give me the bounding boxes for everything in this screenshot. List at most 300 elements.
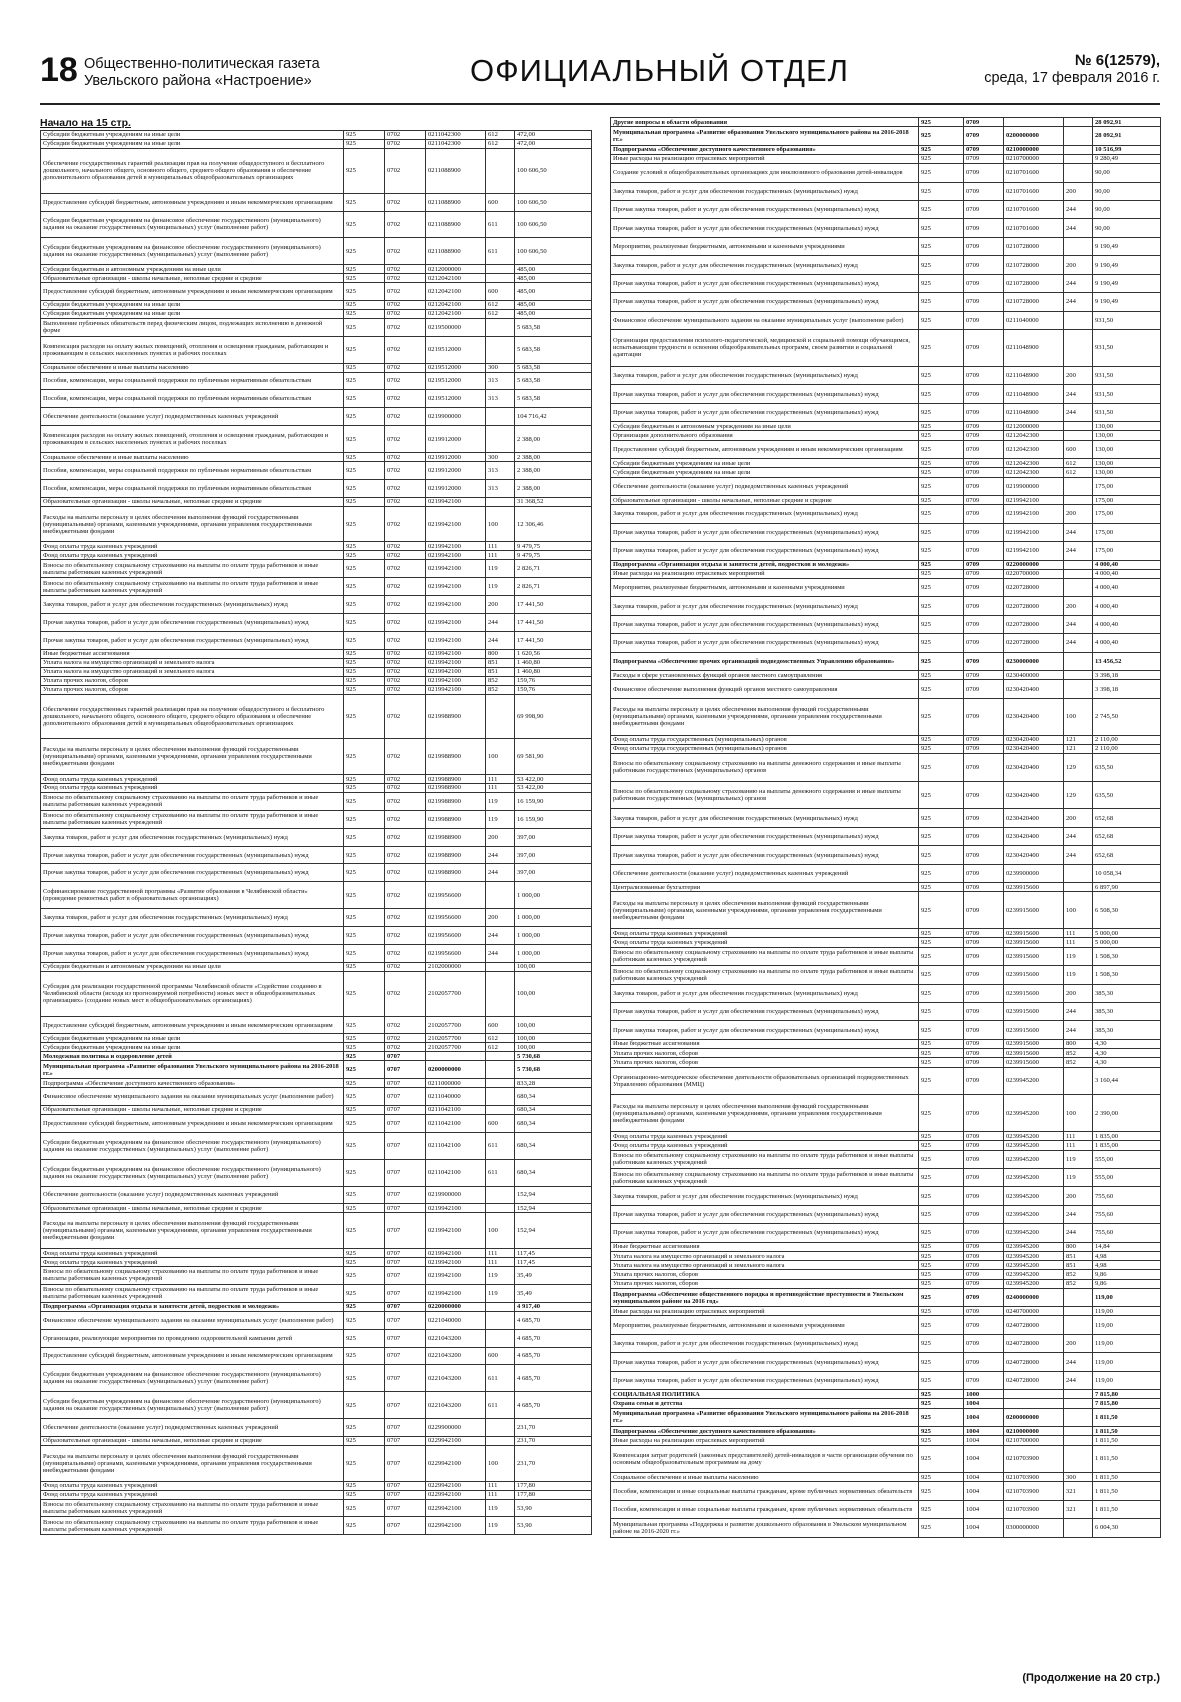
table-row [611, 1436, 1161, 1445]
section-code-cell: 0702 [385, 506, 426, 542]
amount-cell: 7 815,80 [1093, 1390, 1161, 1399]
item-name-cell: Субсидии бюджетным учреждениям на финансовое обеспечение государственного (муниципального) задания на оказание государственных (муниципальных) услуг (выполнение работ) [41, 1365, 344, 1392]
expense-type-cell: 129 [1064, 781, 1093, 809]
admin-code-cell: 925 [919, 505, 964, 523]
admin-code-cell: 925 [919, 422, 964, 431]
table-row [41, 372, 592, 390]
expense-type-cell [486, 1186, 515, 1204]
item-name-cell: Иные расходы на реализацию отраслевых мероприятий [611, 1436, 919, 1445]
target-article-cell: 0239945200 [1004, 1132, 1064, 1141]
admin-code-cell: 925 [344, 864, 385, 882]
section-code-cell: 0709 [964, 256, 1004, 274]
admin-code-cell: 925 [344, 694, 385, 739]
section-code-cell: 0707 [385, 1213, 426, 1249]
expense-type-cell: 119 [1064, 947, 1093, 965]
item-name-cell: Закупка товаров, работ и услуг для обеспечения государственных (муниципальных) нужд [611, 1187, 919, 1205]
target-article-cell: 0219988900 [426, 694, 486, 739]
admin-code-cell: 925 [919, 1242, 964, 1251]
expense-type-cell [1064, 1067, 1093, 1095]
amount-cell: 635,50 [1093, 754, 1161, 782]
expense-type-cell: 244 [1064, 523, 1093, 541]
admin-code-cell: 925 [919, 827, 964, 845]
item-name-cell: Обеспечение деятельности (оказание услуг) подведомственных казенных учреждений [41, 1419, 344, 1437]
table-row [611, 1307, 1161, 1316]
amount-cell: 130,00 [1093, 422, 1161, 431]
section-code-cell: 0707 [385, 1159, 426, 1186]
admin-code-cell: 925 [344, 792, 385, 810]
table-row [41, 631, 592, 649]
section-code-cell: 0709 [964, 827, 1004, 845]
admin-code-cell: 925 [344, 238, 385, 265]
target-article-cell: 0220728000 [1004, 578, 1064, 596]
item-name-cell: Другие вопросы в области образования [611, 118, 919, 127]
item-name-cell: Подпрограмма «Обеспечение доступного качественного образования» [611, 145, 919, 154]
table-row [41, 649, 592, 658]
item-name-cell: Прочая закупка товаров, работ и услуг для обеспечения государственных (муниципальных) нужд [611, 523, 919, 541]
expense-type-cell: 100 [486, 1213, 515, 1249]
expense-type-cell [486, 265, 515, 274]
section-code-cell: 0702 [385, 479, 426, 497]
admin-code-cell: 925 [344, 1445, 385, 1481]
item-name-cell: Предоставление субсидий бюджетным, автономным учреждениям и иным некоммерческим организациям [41, 283, 344, 301]
expense-type-cell: 852 [1064, 1049, 1093, 1058]
table-row [41, 578, 592, 596]
admin-code-cell: 925 [344, 882, 385, 909]
target-article-cell: 0200000000 [426, 1061, 486, 1079]
amount-cell: 119,00 [1093, 1288, 1161, 1306]
expense-type-cell: 119 [486, 1267, 515, 1285]
item-name-cell: Взносы по обязательному социальному страхованию на выплаты по оплате труда работников и иные выплаты работникам казенных учреждений [41, 560, 344, 578]
item-name-cell: Предоставление субсидий бюджетным, автономным учреждениям и иным некоммерческим организациям [611, 440, 919, 458]
table-row [611, 1270, 1161, 1279]
admin-code-cell: 925 [344, 1043, 385, 1052]
table-row [611, 431, 1161, 440]
target-article-cell: 0220728000 [1004, 634, 1064, 652]
item-name-cell: Взносы по обязательному социальному страхованию на выплаты по оплате труда работников и иные выплаты работникам казенных учреждений [41, 792, 344, 810]
table-row [611, 652, 1161, 670]
expense-type-cell: 111 [486, 551, 515, 560]
expense-type-cell [1064, 477, 1093, 495]
target-article-cell: 0230420400 [1004, 735, 1064, 744]
item-name-cell: Создание условий в общеобразовательных организациях для инклюзивного образования детей-инвалидов [611, 164, 919, 182]
target-article-cell: 0239915600 [1004, 883, 1064, 892]
admin-code-cell: 925 [919, 744, 964, 753]
section-code-cell: 0707 [385, 1284, 426, 1302]
section-code-cell: 0702 [385, 614, 426, 632]
expense-type-cell [1064, 154, 1093, 163]
admin-code-cell: 925 [919, 1150, 964, 1168]
amount-cell: 1 835,00 [1093, 1132, 1161, 1141]
table-row [611, 560, 1161, 569]
target-article-cell: 0219942100 [1004, 495, 1064, 504]
item-name-cell: Прочая закупка товаров, работ и услуг для обеспечения государственных (муниципальных) нужд [611, 827, 919, 845]
amount-cell: 1 000,00 [515, 927, 592, 945]
expense-type-cell [1064, 422, 1093, 431]
section-code-cell: 0707 [385, 1114, 426, 1132]
section-code-cell: 0702 [385, 962, 426, 971]
target-article-cell: 0219942100 [426, 1284, 486, 1302]
amount-cell: 35,49 [515, 1267, 592, 1285]
admin-code-cell: 925 [344, 139, 385, 148]
item-name-cell: Финансовое обеспечение выполнения функций органов местного самоуправления [611, 680, 919, 698]
expense-type-cell: 119 [1064, 1168, 1093, 1186]
target-article-cell: 0230420400 [1004, 754, 1064, 782]
item-name-cell: Прочая закупка товаров, работ и услуг для обеспечения государственных (муниципальных) нужд [611, 403, 919, 421]
item-name-cell: Обеспечение деятельности (оказание услуг) подведомственных казенных учреждений [611, 477, 919, 495]
amount-cell: 177,80 [515, 1490, 592, 1499]
table-row [41, 1267, 592, 1285]
expense-type-cell [1064, 1288, 1093, 1306]
table-row [41, 336, 592, 363]
table-row [611, 680, 1161, 698]
section-code-cell: 0709 [964, 929, 1004, 938]
item-name-cell: Взносы по обязательному социальному страхованию на выплаты по оплате труда работников и иные выплаты работникам казенных учреждений [41, 810, 344, 828]
item-name-cell: Расходы на выплаты персоналу в целях обеспечения выполнения функций государственными (муниципальными) органами, казенными учреждениями, органами управления государственными внебюджетными фондами [611, 698, 919, 735]
amount-cell: 385,30 [1093, 984, 1161, 1002]
admin-code-cell: 925 [344, 1490, 385, 1499]
target-article-cell: 0210701600 [1004, 182, 1064, 200]
section-code-cell: 0709 [964, 431, 1004, 440]
table-row [41, 685, 592, 694]
amount-cell: 4 685,70 [515, 1329, 592, 1347]
expense-type-cell: 611 [486, 1365, 515, 1392]
section-code-cell: 0709 [964, 440, 1004, 458]
section-code-cell: 0709 [964, 1039, 1004, 1048]
amount-cell: 4 685,70 [515, 1347, 592, 1365]
newspaper-name [84, 56, 320, 90]
expense-type-cell: 244 [1064, 200, 1093, 218]
expense-type-cell: 321 [1064, 1482, 1093, 1500]
expense-type-cell: 600 [486, 1114, 515, 1132]
section-code-cell: 0709 [964, 1353, 1004, 1371]
admin-code-cell: 925 [344, 685, 385, 694]
item-name-cell: Уплата прочих налогов, сборов [41, 685, 344, 694]
target-article-cell: 0239945200 [1004, 1095, 1064, 1132]
item-name-cell: Закупка товаров, работ и услуг для обеспечения государственных (муниципальных) нужд [611, 984, 919, 1002]
section-code-cell: 0709 [964, 680, 1004, 698]
section-code-cell: 0709 [964, 127, 1004, 145]
expense-type-cell [1064, 1445, 1093, 1473]
expense-type-cell: 244 [1064, 542, 1093, 560]
admin-code-cell: 925 [919, 615, 964, 633]
item-name-cell: Социальное обеспечение и иные выплаты населению [41, 363, 344, 372]
expense-type-cell: 612 [1064, 459, 1093, 468]
amount-cell: 485,00 [515, 283, 592, 301]
section-code-cell: 1004 [964, 1408, 1004, 1426]
item-name-cell: Пособия, компенсации и иные социальные выплаты гражданам, кроме публичных нормативных обязательств [611, 1482, 919, 1500]
table-row [41, 1034, 592, 1043]
amount-cell: 1 811,50 [1093, 1473, 1161, 1482]
expense-type-cell [486, 497, 515, 506]
amount-cell: 231,70 [515, 1436, 592, 1445]
section-code-cell: 0709 [964, 744, 1004, 753]
admin-code-cell: 925 [919, 1132, 964, 1141]
table-row [611, 698, 1161, 735]
table-row [611, 1371, 1161, 1389]
table-row [41, 542, 592, 551]
section-code-cell: 0709 [964, 1067, 1004, 1095]
table-row [41, 551, 592, 560]
expense-type-cell: 100 [486, 1445, 515, 1481]
expense-type-cell: 313 [486, 390, 515, 408]
amount-cell: 28 092,91 [1093, 118, 1161, 127]
amount-cell: 175,00 [1093, 495, 1161, 504]
item-name-cell: Расходы в сфере установленных функций органов местного самоуправления [611, 671, 919, 680]
item-name-cell: Субсидии бюджетным учреждениям на иные цели [41, 139, 344, 148]
target-article-cell: 0219988900 [426, 783, 486, 792]
expense-type-cell [486, 318, 515, 336]
target-article-cell: 0212042100 [426, 274, 486, 283]
item-name-cell: Субсидии бюджетным и автономным учреждениям на иные цели [41, 962, 344, 971]
section-code-cell: 0707 [385, 1106, 426, 1115]
expense-type-cell [1064, 1307, 1093, 1316]
admin-code-cell: 925 [919, 597, 964, 615]
target-article-cell: 0212042300 [1004, 459, 1064, 468]
expense-type-cell: 244 [486, 927, 515, 945]
amount-cell: 485,00 [515, 274, 592, 283]
expense-type-cell: 244 [1064, 385, 1093, 403]
section-code-cell: 0707 [385, 1302, 426, 1311]
expense-type-cell [1064, 164, 1093, 182]
expense-type-cell [1064, 118, 1093, 127]
expense-type-cell: 851 [1064, 1251, 1093, 1260]
section-code-cell: 0709 [964, 1187, 1004, 1205]
section-code-cell: 0709 [964, 1141, 1004, 1150]
section-code-cell: 0707 [385, 1088, 426, 1106]
admin-code-cell: 925 [919, 1003, 964, 1021]
section-code-cell: 0707 [385, 1267, 426, 1285]
target-article-cell: 0219942100 [426, 560, 486, 578]
item-name-cell: Субсидии бюджетным учреждениям на иные цели [611, 459, 919, 468]
item-name-cell: Субсидии бюджетным учреждениям на иные цели [41, 300, 344, 309]
table-row [611, 1049, 1161, 1058]
target-article-cell: 0210000000 [1004, 145, 1064, 154]
amount-cell: 6 508,30 [1093, 892, 1161, 929]
admin-code-cell: 925 [344, 1392, 385, 1419]
item-name-cell: Субсидии бюджетным и автономным учреждениям на иные цели [41, 265, 344, 274]
expense-type-cell: 612 [1064, 468, 1093, 477]
expense-type-cell: 600 [486, 1347, 515, 1365]
table-row [41, 1311, 592, 1329]
section-code-cell: 0702 [385, 390, 426, 408]
expense-type-cell: 119 [1064, 1150, 1093, 1168]
target-article-cell: 0219942100 [426, 1204, 486, 1213]
item-name-cell: Взносы по обязательному социальному страхованию на выплаты по оплате труда работников и иные выплаты работникам казенных учреждений [41, 1267, 344, 1285]
admin-code-cell: 925 [919, 145, 964, 154]
amount-cell: 231,70 [515, 1419, 592, 1437]
item-name-cell: Фонд оплаты труда казенных учреждений [41, 1249, 344, 1258]
target-article-cell: 0239915600 [1004, 938, 1064, 947]
newspaper-name-line2: Увельского района «Настроение» [84, 73, 312, 89]
target-article-cell: 0210703900 [1004, 1445, 1064, 1473]
section-code-cell: 1000 [964, 1390, 1004, 1399]
amount-cell: 100,00 [515, 971, 592, 1016]
amount-cell: 680,34 [515, 1114, 592, 1132]
item-name-cell: Прочая закупка товаров, работ и услуг для обеспечения государственных (муниципальных) нужд [611, 1224, 919, 1242]
item-name-cell: Подпрограмма «Организация отдыха и занятости детей, подростков и молодежи» [41, 1302, 344, 1311]
target-article-cell: 0210728000 [1004, 274, 1064, 292]
table-row [611, 1021, 1161, 1039]
continued-to-note: (Продолжение на 20 стр.) [1022, 1672, 1160, 1684]
item-name-cell: Закупка товаров, работ и услуг для обеспечения государственных (муниципальных) нужд [611, 256, 919, 274]
item-name-cell: Пособия, компенсации, меры социальной поддержки по публичным нормативным обязательствам [41, 372, 344, 390]
expense-type-cell: 111 [1064, 938, 1093, 947]
item-name-cell: Предоставление субсидий бюджетным, автономным учреждениям и иным некоммерческим организациям [41, 1347, 344, 1365]
amount-cell: 231,70 [515, 1445, 592, 1481]
amount-cell: 6 897,90 [1093, 883, 1161, 892]
target-article-cell: 0219512000 [426, 336, 486, 363]
admin-code-cell: 925 [344, 497, 385, 506]
section-code-cell: 0702 [385, 318, 426, 336]
expense-type-cell [1064, 680, 1093, 698]
target-article-cell: 0221043200 [426, 1365, 486, 1392]
admin-code-cell: 925 [344, 1079, 385, 1088]
table-row [41, 846, 592, 864]
target-article-cell: 0219942100 [426, 631, 486, 649]
target-article-cell: 0239945200 [1004, 1261, 1064, 1270]
amount-cell: 385,30 [1093, 1021, 1161, 1039]
table-row [611, 1427, 1161, 1436]
admin-code-cell: 925 [919, 947, 964, 965]
admin-code-cell: 925 [344, 461, 385, 479]
section-code-cell: 0709 [964, 615, 1004, 633]
amount-cell: 100,00 [515, 1016, 592, 1034]
target-article-cell: 0219912000 [426, 426, 486, 453]
amount-cell: 28 092,91 [1093, 127, 1161, 145]
item-name-cell: Централизованные бухгалтерии [611, 883, 919, 892]
item-name-cell: Прочая закупка товаров, работ и услуг для обеспечения государственных (муниципальных) нужд [41, 631, 344, 649]
table-row [41, 1445, 592, 1481]
table-row [41, 363, 592, 372]
section-code-cell: 0709 [964, 200, 1004, 218]
amount-cell: 1 620,56 [515, 649, 592, 658]
table-row [611, 1150, 1161, 1168]
target-article-cell: 0211042300 [426, 131, 486, 140]
admin-code-cell: 925 [344, 309, 385, 318]
expense-type-cell [1064, 569, 1093, 578]
expense-type-cell: 611 [486, 1392, 515, 1419]
section-code-cell: 0702 [385, 408, 426, 426]
expense-type-cell: 612 [486, 300, 515, 309]
item-name-cell: Фонд оплаты труда казенных учреждений [41, 783, 344, 792]
amount-cell: 5 000,00 [1093, 938, 1161, 947]
item-name-cell: Прочая закупка товаров, работ и услуг для обеспечения государственных (муниципальных) нужд [611, 1021, 919, 1039]
table-row [611, 597, 1161, 615]
expense-type-cell: 600 [486, 283, 515, 301]
expense-type-cell [486, 1419, 515, 1437]
admin-code-cell: 925 [919, 1067, 964, 1095]
table-row [41, 614, 592, 632]
admin-code-cell: 925 [344, 211, 385, 238]
table-row [611, 1003, 1161, 1021]
admin-code-cell: 925 [919, 1288, 964, 1306]
admin-code-cell: 925 [344, 1114, 385, 1132]
table-row [41, 658, 592, 667]
amount-cell: 9 190,49 [1093, 256, 1161, 274]
table-row [611, 1316, 1161, 1334]
section-code-cell: 0707 [385, 1490, 426, 1499]
item-name-cell: Фонд оплаты труда казенных учреждений [41, 542, 344, 551]
target-article-cell: 0219956600 [426, 945, 486, 963]
expense-type-cell: 300 [486, 363, 515, 372]
amount-cell: 1 811,50 [1093, 1408, 1161, 1426]
section-code-cell: 1004 [964, 1445, 1004, 1473]
section-code-cell: 0702 [385, 497, 426, 506]
section-code-cell: 0707 [385, 1311, 426, 1329]
admin-code-cell: 925 [344, 318, 385, 336]
expense-type-cell: 200 [1064, 984, 1093, 1002]
item-name-cell: Прочая закупка товаров, работ и услуг для обеспечения государственных (муниципальных) нужд [611, 542, 919, 560]
table-row [41, 1052, 592, 1061]
admin-code-cell: 925 [919, 864, 964, 882]
admin-code-cell: 925 [919, 1482, 964, 1500]
amount-cell: 485,00 [515, 300, 592, 309]
item-name-cell: Организации, реализующие мероприятия по проведению оздоровительной кампании детей [41, 1329, 344, 1347]
target-article-cell: 0219942100 [1004, 505, 1064, 523]
item-name-cell: Субсидии бюджетным учреждениям на иные цели [41, 1043, 344, 1052]
target-article-cell: 0219956600 [426, 909, 486, 927]
section-code-cell: 0709 [964, 468, 1004, 477]
admin-code-cell: 925 [344, 1311, 385, 1329]
target-article-cell: 0219988900 [426, 775, 486, 784]
section-code-cell: 0702 [385, 631, 426, 649]
section-code-cell: 0709 [964, 864, 1004, 882]
target-article-cell: 0219988900 [426, 739, 486, 775]
section-code-cell: 0702 [385, 775, 426, 784]
admin-code-cell: 925 [344, 1329, 385, 1347]
section-code-cell: 0709 [964, 505, 1004, 523]
table-row [611, 1445, 1161, 1473]
expense-type-cell: 600 [486, 193, 515, 211]
target-article-cell: 0219512000 [426, 390, 486, 408]
expense-type-cell: 244 [1064, 1353, 1093, 1371]
amount-cell: 159,76 [515, 676, 592, 685]
admin-code-cell: 925 [919, 542, 964, 560]
table-row [41, 1490, 592, 1499]
item-name-cell: Иные бюджетные ассигнования [611, 1242, 919, 1251]
item-name-cell: Предоставление субсидий бюджетным, автономным учреждениям и иным некоммерческим организациям [41, 1114, 344, 1132]
admin-code-cell: 925 [344, 810, 385, 828]
section-code-cell: 0702 [385, 676, 426, 685]
expense-type-cell [1064, 864, 1093, 882]
table-row [41, 390, 592, 408]
target-article-cell: 0219942100 [426, 551, 486, 560]
target-article-cell: 0210703900 [1004, 1482, 1064, 1500]
section-code-cell: 0709 [964, 542, 1004, 560]
admin-code-cell: 925 [919, 1500, 964, 1518]
amount-cell: 10 058,34 [1093, 864, 1161, 882]
item-name-cell: Прочая закупка товаров, работ и услуг для обеспечения государственных (муниципальных) нужд [611, 385, 919, 403]
item-name-cell: Взносы по обязательному социальному страхованию на выплаты по оплате труда работников и иные выплаты работникам казенных учреждений [41, 1499, 344, 1517]
expense-type-cell: 244 [1064, 219, 1093, 237]
admin-code-cell: 925 [344, 614, 385, 632]
amount-cell: 9 479,75 [515, 542, 592, 551]
expense-type-cell: 244 [1064, 827, 1093, 845]
amount-cell: 100,00 [515, 1034, 592, 1043]
item-name-cell: Прочая закупка товаров, работ и услуг для обеспечения государственных (муниципальных) нужд [611, 1371, 919, 1389]
admin-code-cell: 925 [919, 431, 964, 440]
expense-type-cell: 851 [1064, 1261, 1093, 1270]
section-code-cell: 0702 [385, 927, 426, 945]
item-name-cell: Прочая закупка товаров, работ и услуг для обеспечения государственных (муниципальных) нужд [611, 219, 919, 237]
section-code-cell: 0702 [385, 1043, 426, 1052]
amount-cell: 4,30 [1093, 1049, 1161, 1058]
item-name-cell: Фонд оплаты труда казенных учреждений [41, 775, 344, 784]
section-code-cell: 0709 [964, 754, 1004, 782]
admin-code-cell: 925 [344, 739, 385, 775]
amount-cell: 5 683,58 [515, 363, 592, 372]
amount-cell: 9 190,49 [1093, 293, 1161, 311]
